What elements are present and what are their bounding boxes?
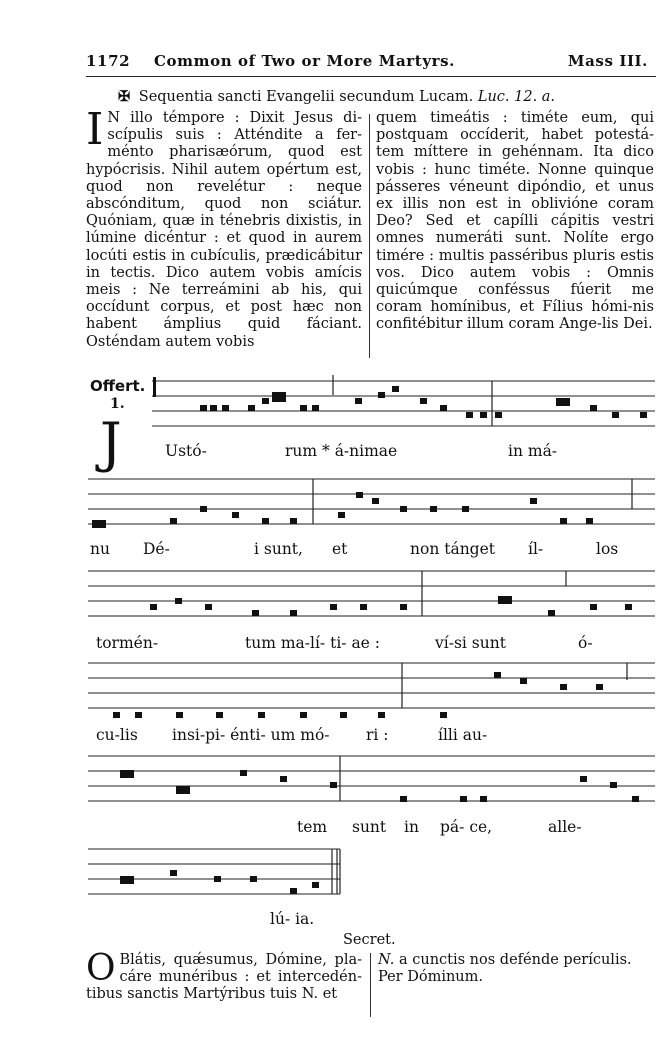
cross-icon: ✠ [118, 88, 131, 105]
chant-syllable: rum * á-nimae [285, 442, 398, 460]
chant-syllable: cu-lis [96, 726, 138, 744]
chant-syllable: in [404, 818, 419, 836]
gospel-reference: Luc. 12. a. [477, 89, 556, 105]
gospel-left-text: N illo témpore : Dixit Jesus di-scípulis suis : Atténdite a fer-ménto pharisæórum, quod est hypócrisis. Nihil autem opértum est, quod non revelétur : neque abscónditum, quod non sciátur. Quóniam, quæ in ténebris dixistis, in lúmine dicéntur : et quod in aurem locúti estis in cubículis, prædicábitur in tectis. Dico autem vobis amícis meis : Ne terreámini ab his, qui occídunt corpus, et post hæc non habent ámplius quid fáciant. Osténdam autem vobis [86, 110, 362, 350]
chant-syllable: ví-si sunt [435, 634, 506, 652]
chant-syllable: tem [297, 818, 328, 836]
chant-syllable: ó- [578, 634, 593, 652]
secret-right-text: a cunctis nos defénde perículis. Per Dóminum. [378, 952, 632, 986]
chant-syllable: et [332, 540, 348, 558]
chant-syllable: ílli au- [438, 726, 488, 744]
column-divider [370, 953, 371, 1017]
chant-syllable: alle- [548, 818, 582, 836]
page-title: Common of Two or More Martyrs. [154, 52, 456, 70]
chant-syllable: i sunt, [254, 540, 303, 558]
secret-title: Secret. [343, 932, 396, 948]
secret-left-text: Blátis, quǽsumus, Dómine, pla-cáre munéribus : et intercedén-tibus sanctis Martýribus tuis N. et [86, 952, 362, 1003]
gospel-right-text: quem timeátis : timéte eum, qui postquam occíderit, habet potestá-tem míttere in gehénnam. Ita dico vobis : hunc timéte. Nonne quinque pásseres véneunt dipóndio, et unus ex illis non est in oblivióne coram Deo? Sed et capílli cápitis vestri omnes numeráti sunt. Nolíte ergo timére : multis passéribus pluris estis vos. Dico autem vobis : Omnis quicúmque conféssus fúerit me coram homínibus, et Fílius hómi-nis confitébitur illum coram Ange-lis Dei. [376, 110, 654, 333]
chant-syllable: íl- [528, 540, 544, 558]
chant-syllable: nu [90, 540, 110, 558]
gospel-heading-text: Sequentia sancti Evangelii secundum Lucam. [138, 89, 474, 105]
chant-syllable: lú- ia. [270, 910, 315, 928]
mass-label: Mass III. [567, 52, 648, 70]
chant-syllable: sunt [352, 818, 387, 836]
chant-syllable: tormén- [96, 634, 159, 652]
chant-syllable: insi-pi- énti- um mó- [172, 726, 330, 744]
chant-syllable: pá- ce, [440, 818, 493, 836]
secret-initial: O [86, 948, 116, 989]
gospel-initial: I [86, 104, 104, 155]
chant-syllable: Dé- [143, 540, 170, 558]
chant-syllable: los [596, 540, 619, 558]
offertory-mode: 1. [110, 396, 125, 412]
chant-syllable: tum ma-lí- ti- ae : [245, 634, 381, 652]
offertory-label: Offert. [90, 377, 146, 395]
chant-syllable: in má- [508, 442, 558, 460]
chant-syllable: Ustó- [165, 442, 207, 460]
secret-right-column [378, 952, 656, 986]
chant-syllable: ri : [366, 726, 389, 744]
chant-syllable: non tánget [410, 540, 496, 558]
offertory-initial: J [100, 411, 122, 474]
secret-left-column [86, 948, 362, 1004]
secret-name-placeholder: N. [378, 952, 395, 968]
page-number: 1172 [86, 52, 131, 70]
